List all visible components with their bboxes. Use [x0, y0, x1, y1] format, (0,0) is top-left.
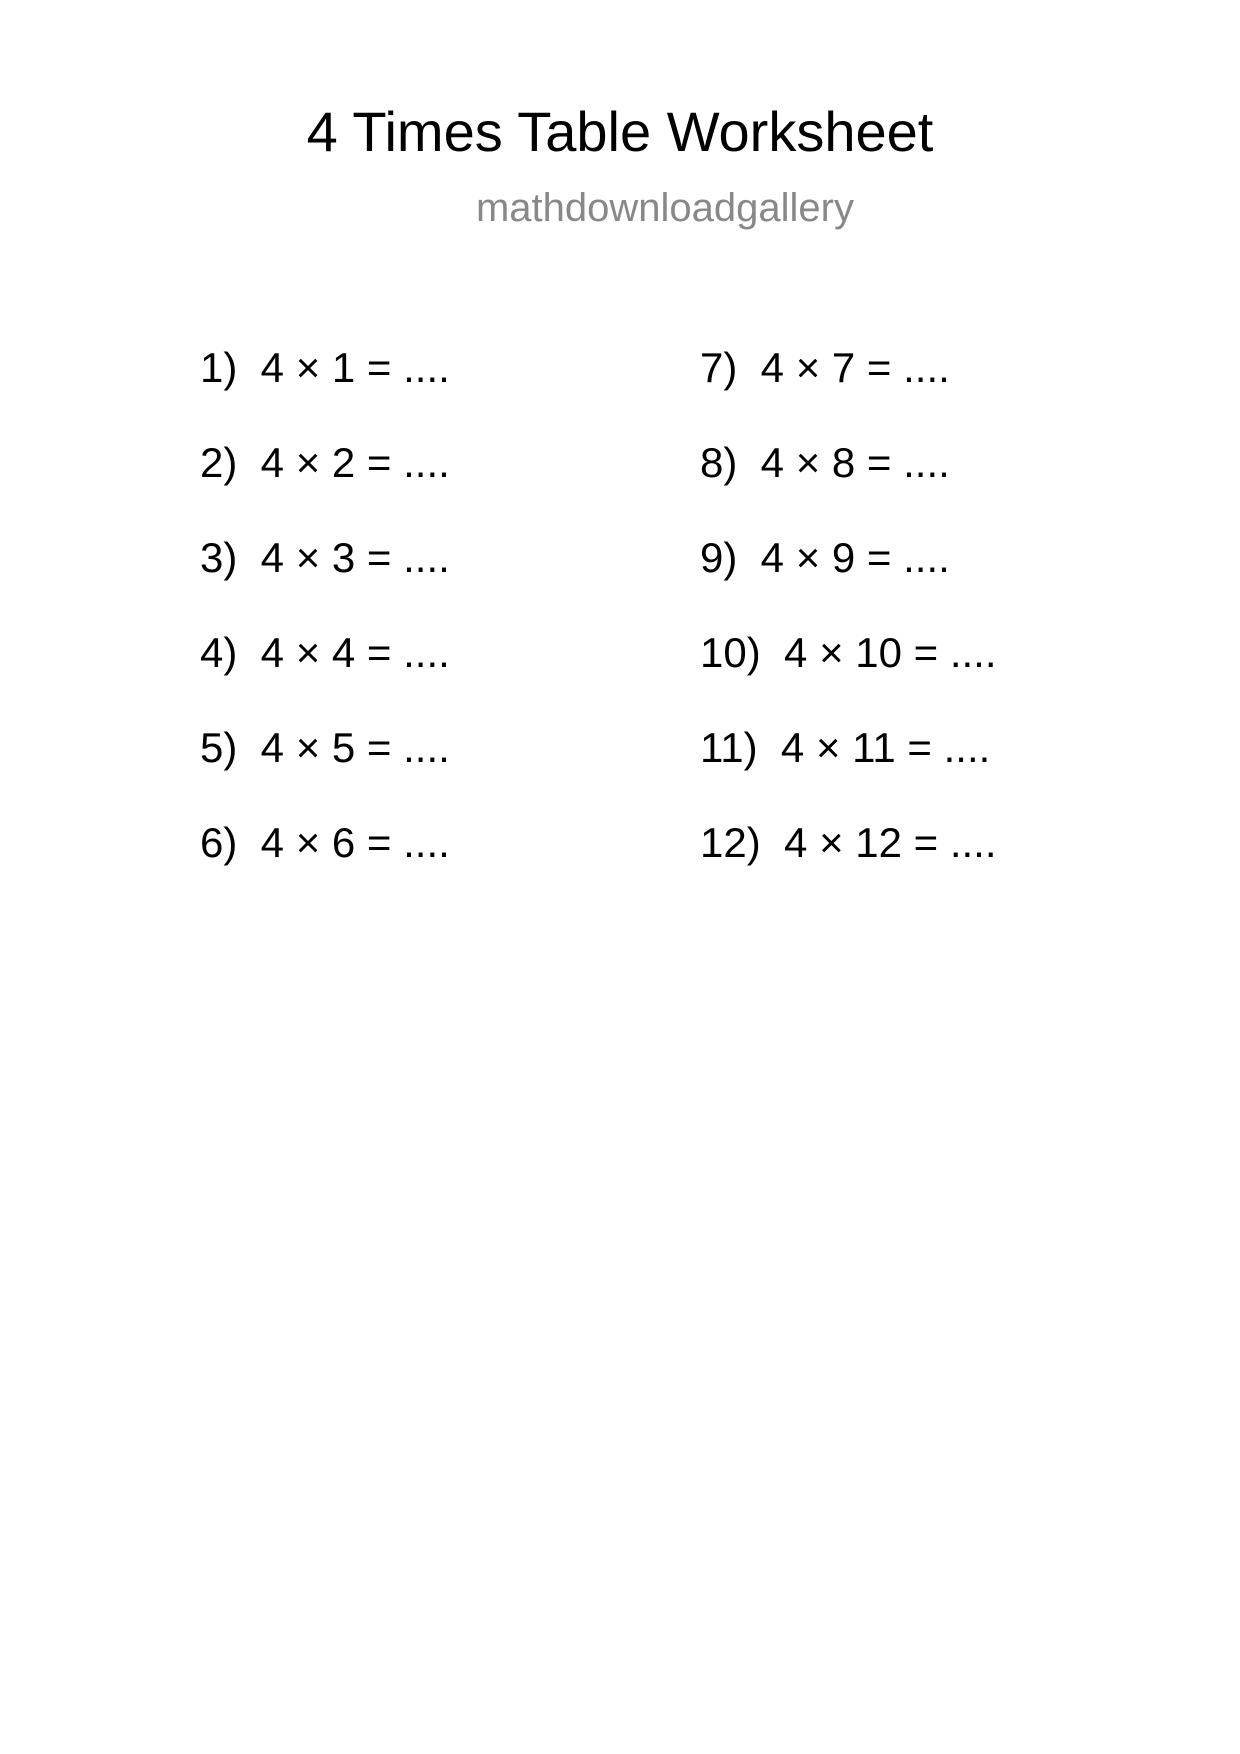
- problem-7: 7) 4 × 7 = ....: [700, 344, 950, 391]
- worksheet-title: 4 Times Table Worksheet: [306, 100, 934, 163]
- problem-4: 4) 4 × 4 = ....: [200, 629, 450, 676]
- problem-9: 9) 4 × 9 = ....: [700, 534, 950, 581]
- problem-2: 2) 4 × 2 = ....: [200, 439, 450, 486]
- problem-5: 5) 4 × 5 = ....: [200, 724, 450, 771]
- problem-column-right: [700, 340, 997, 910]
- worksheet-source: mathdownloadgallery: [475, 186, 854, 230]
- problem-12: 12) 4 × 12 = ....: [700, 819, 997, 866]
- problem-column-left: [200, 340, 450, 910]
- problem-1: 1) 4 × 1 = ....: [200, 344, 450, 391]
- problem-6: 6) 4 × 6 = ....: [200, 819, 450, 866]
- problem-3: 3) 4 × 3 = ....: [200, 534, 450, 581]
- problem-11: 11) 4 × 11 = ....: [700, 724, 991, 771]
- problem-8: 8) 4 × 8 = ....: [700, 439, 950, 486]
- problem-10: 10) 4 × 10 = ....: [700, 629, 997, 676]
